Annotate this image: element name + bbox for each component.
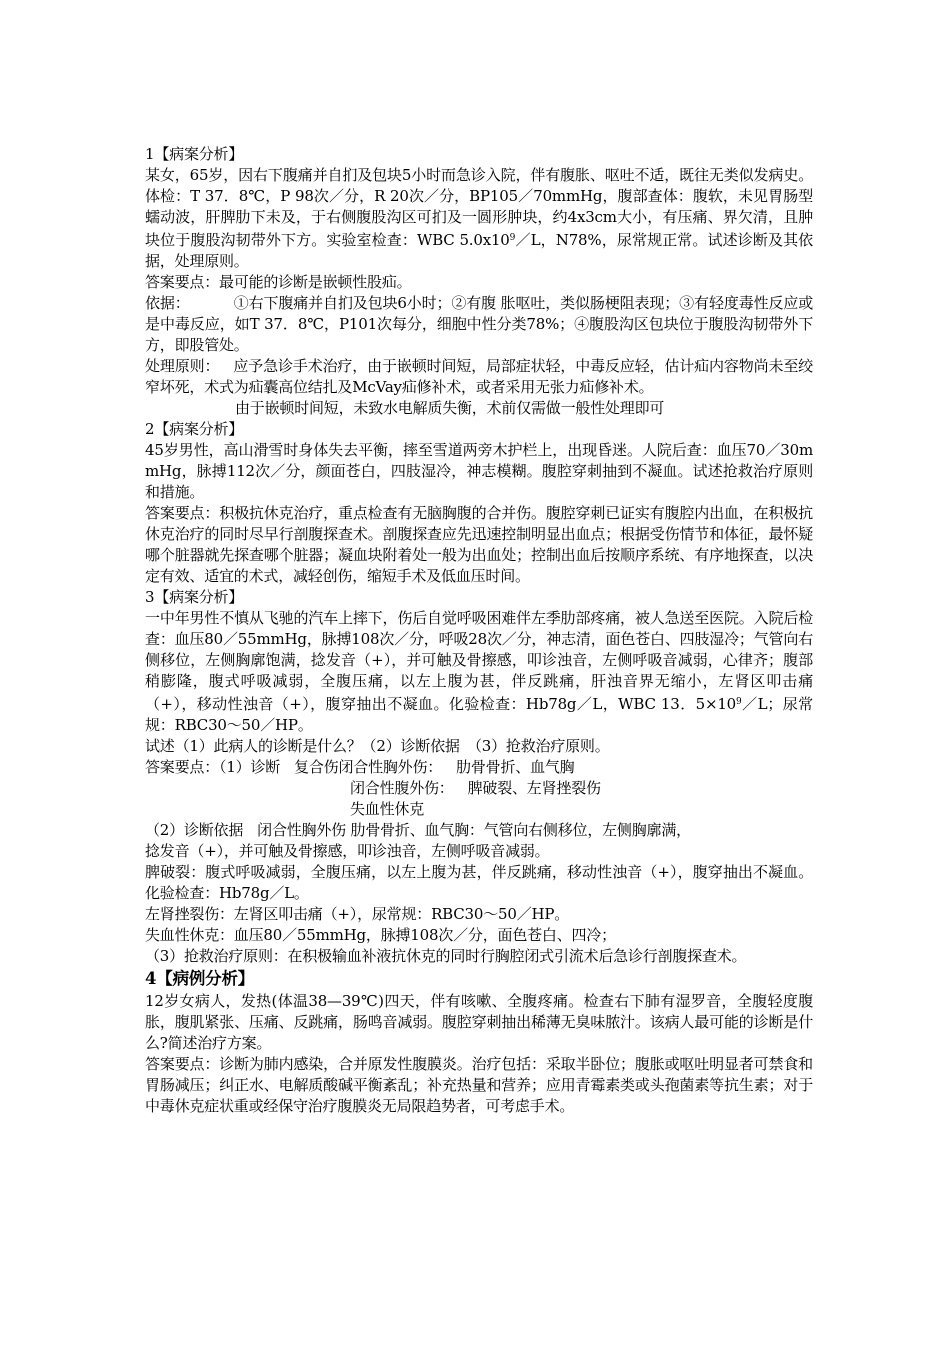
case3-basis-3: 左肾挫裂伤：左肾区叩击痛（+），尿常规：RBC30～50／HP。 xyxy=(145,905,570,923)
case3-diagnosis-1: 答案要点：（1）诊断 复合伤闭合性胸外伤： 肋骨骨折、血气胸 xyxy=(145,758,575,776)
case2-heading: 2【病案分析】 xyxy=(145,420,244,438)
case1-question: 某女，65岁，因右下腹痛并自扪及包块5小时而急诊入院，伴有腹胀、呕吐不适，既往无类似发病史。体检：T 37．8℃，P 98次／分，R 20次／分，BP105／70mmHg，腹部查体：腹软，未见胃肠型蠕动波，肝脾肋下未及，于右侧腹股沟区可扪及一圆形肿块，约4x3cm大小，有压痛、界欠清，且肿块位于腹股沟韧带外下方。实验室检查：WBC $5.0x10^9/L$，N78%，尿常规正常。试述诊断及其依据，处理原则。 xyxy=(145,166,813,270)
case4-answer: 答案要点：诊断为肺内感染，合并原发性腹膜炎。治疗包括：采取半卧位；腹胀或呕吐明显者可禁食和胃肠减压；纠正水、电解质酸碱平衡紊乱；补充热量和营养；应用青霉素类或头孢菌素等抗生素；对于中毒休克症状重或经保守治疗腹膜炎无局限趋势者，可考虑手术。 xyxy=(145,1055,813,1115)
case1-basis: 依据： ①右下腹痛并自扪及包块6小时；②有腹 胀呕吐，类似肠梗阻表现；③有轻度毒性反应或是中毒反应，如T 37．8℃，P101次每分，细胞中性分类78%；④腹股沟区包块位于腹股沟韧带外下方，即股管处。 xyxy=(145,294,813,354)
case3-diagnosis-3: 失血性休克 xyxy=(350,800,425,818)
case3-diagnosis-2: 闭合性腹外伤： 脾破裂、左肾挫裂伤 xyxy=(350,779,601,797)
case3-basis-1-cont: 捻发音（+），并可触及骨擦感，叩诊浊音，左侧呼吸音减弱。 xyxy=(145,842,550,860)
case1-principle: 处理原则： 应予急诊手术治疗，由于嵌顿时间短，局部症状轻，中毒反应轻，估计疝内容物尚未至绞窄坏死，术式为疝囊高位结扎及McVay疝修补术，或者采用无张力疝修补术。 xyxy=(145,357,813,396)
case3-basis-1: （2）诊断依据 闭合性胸外伤 肋骨骨折、血气胸：气管向右侧移位，左侧胸廓满， xyxy=(145,821,691,839)
case3-treatment: （3）抢救治疗原则：在积极输血补液抗休克的同时行胸腔闭式引流术后急诊行剖腹探查术。 xyxy=(145,947,747,965)
case1-principle-extra: 由于嵌顿时间短，未致水电解质失衡，术前仅需做一般性处理即可 xyxy=(235,399,665,417)
case1-answer: 答案要点：最可能的诊断是嵌顿性股疝。 xyxy=(145,273,412,291)
case4-question: 12岁女病人，发热(体温38—39℃)四天，伴有咳嗽、全腹疼痛。检查右下肺有湿罗音，全腹轻度腹胀，腹肌紧张、压痛、反跳痛，肠鸣音减弱。腹腔穿刺抽出稀薄无臭味脓汁。该病人最可能的诊断是什么?简述治疗方案。 xyxy=(145,992,813,1052)
case2-answer: 答案要点：积极抗休克治疗，重点检查有无脑胸腹的合并伤。腹腔穿刺已证实有腹腔内出血，在积极抗休克治疗的同时尽早行剖腹探查术。剖腹探查应先迅速控制明显出血点；根据受伤情节和体征，最怀疑哪个脏器就先探查哪个脏器；凝血块附着处一般为出血处；控制出血后按顺序系统、有序地探查，以决定有效、适宜的术式，减轻创伤，缩短手术及低血压时间。 xyxy=(145,504,813,585)
case3-question-sup: 9 xyxy=(736,697,742,707)
case3-heading: 3【病案分析】 xyxy=(145,588,244,606)
case1-heading: 1【病案分析】 xyxy=(145,145,244,163)
case3-basis-2: 脾破裂：腹式呼吸减弱，全腹压痛，以左上腹为甚，伴反跳痛，移动性浊音（+），腹穿抽出不凝血。化验检查：Hb78g／L。 xyxy=(145,863,813,902)
case3-basis-4: 失血性休克：血压80／55mmHg，脉搏108次／分，面色苍白、四冷； xyxy=(145,926,616,944)
document-page xyxy=(145,144,813,1117)
case3-question: 一中年男性不慎从飞驰的汽车上摔下，伤后自觉呼吸困难伴左季肋部疼痛，被人急送至医院。入院后检查：血压80／55mmHg，脉搏108次／分，呼吸28次／分，神志清，面色苍白、四肢湿冷；气管向右侧移位，左侧胸廓饱满，捻发音（+），并可触及骨擦感，叩诊浊音，左侧呼吸音减弱，心律齐；腹部稍膨隆，腹式呼吸减弱，全腹压痛，以左上腹为甚，伴反跳痛，肝浊音界无缩小，左肾区叩击痛（+），移动性浊音（+），腹穿抽出不凝血。化验检查：Hb78g／L，WBC 13．$5\times 10^9/L$；尿常规：RBC30～50／HP。 xyxy=(145,609,813,734)
case4-heading: 4【病例分析】 xyxy=(145,969,255,988)
case2-question: 45岁男性，高山滑雪时身体失去平衡，摔至雪道两旁木护栏上，出现昏迷。人院后查：血压70／30mmHg，脉搏112次／分，颜面苍白，四肢湿冷，神志模糊。腹腔穿刺抽到不凝血。试述抢救治疗原则和措施。 xyxy=(145,441,813,501)
case3-prompt: 试述（1）此病人的诊断是什么？（2）诊断依据 （3）抢救治疗原则。 xyxy=(145,737,610,755)
case1-question-sup: 9 xyxy=(509,233,516,243)
